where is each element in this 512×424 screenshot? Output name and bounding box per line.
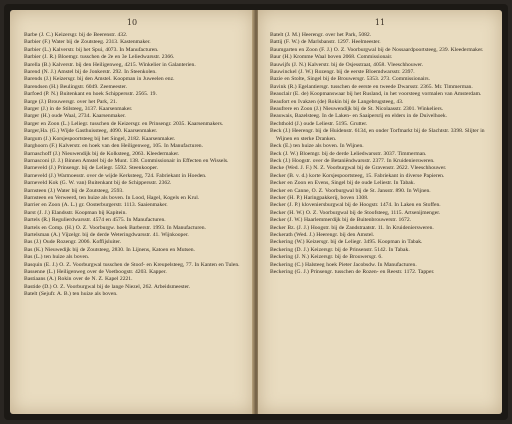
directory-entry: Bastide (D.) O. Z. Voorburgwal bij de lange Niezel, 262. Arbeidsmeester.: [24, 283, 191, 290]
directory-entry: Beckering (G. J.) Prinsengr. tusschen de Rozen- en Reestr. 1172. Tapper.: [270, 269, 435, 275]
directory-entry: Becker en Canne, O. Z. Voorburgwal bij de St. Jansstr. 890. In Wijnen.: [270, 187, 431, 194]
directory-entry: Barbe (J. C.) Keizersgr. bij de Beerenstr. 432.: [24, 32, 128, 38]
directory-entry: Barst (J. J.) Elandsstr. Koopman bij Kapitein.: [24, 209, 127, 216]
directory-entry: Barnsteen (J.) Water bij de Zoutsteeg, 2593.: [24, 187, 124, 194]
directory-entry: Becker (H. W.) O. Z. Voorburgwal bij de Stoofsteeg, 1115. Artsenijmenger.: [270, 209, 441, 216]
directory-entry: Beck (J. W.) Bloemgr. bij de derde Leliedwarsstr. 3037. Timmerman.: [270, 150, 427, 157]
directory-entry: Bas (K.) Nieuwedijk bij de Zoutsteeg, 2830. In Lijnens, Katoen en Mutsen.: [24, 246, 195, 253]
directory-entry: Barger en Zoon (L.) Leliegr. tusschen de Keizersgr. en Prinsengr. 2035. Kaarsenmakers.: [24, 120, 224, 127]
directory-entry: Barger (H.) oude Waal, 2734. Kaarsenmaker.: [24, 113, 126, 120]
directory-entry: Barbier (L.) Kalverstr. bij het Spui, 4073. In Manufacturen.: [24, 46, 159, 53]
directory-entry: Beaufrere en Zoon (J.) Nieuwendijk bij de St. Nicolaasstr. 2301. Winkeliers.: [270, 106, 444, 113]
directory-entry: Barge (J.) Brouwersgr. over het Park, 21.: [24, 98, 118, 105]
directory-entry: Becker Bz. (J. J.) Hoogstr. bij de Zandstraatstr. 11. In Kruideniersweren.: [270, 224, 434, 231]
directory-entry: Basquin (E. J.) O. Z. Voorburgwal tusschen de Stoof- en Kreupelsteeg, 77. In Kanten en Tulen.: [24, 261, 240, 268]
directory-entry: Becke (Wed. J. F.) N. Z. Voorburgwal bij de Gravenstr. 2622. Vleeschhouwer.: [270, 165, 447, 172]
directory-entry: Barneveld Kok (G. W. van) Buitenkant bij de Schippersstr. 2362.: [24, 180, 172, 187]
directory-entry: Becker (H. P.) Haringpakkerij, boven 1308.: [270, 194, 369, 201]
directory-entry: Bartelsman (A.) Vijzelgr. bij de derde Weteringdwarsstr. 41. Wijnkooper.: [24, 231, 189, 238]
directory-entry: Barger,Ha. (G.) Wijde Gasthuissteeg, 4090. Kaarsenmaker.: [24, 128, 158, 135]
directory-entry: Becker en Zoon en Evens, Singel bij de oude Leliestr. In Tabak.: [270, 180, 415, 187]
directory-entry: Beckerath (Wed. J.) Heerengr. bij den Amstel.: [270, 231, 375, 238]
directory-entry: Barend (N. J.) Amstel bij de Jonkerstr. 292. In Steenkolen.: [24, 69, 157, 76]
directory-entry: Barbier (F.) Water bij de Zoutsteeg. 2313. Kastenmaker.: [24, 39, 151, 46]
directory-entry: Beckering (W.) Keizersgr. bij de Leliegr. 3495. Koopman in Tabak.: [270, 239, 423, 246]
directory-entry: Barfoed (P. N.) Buitenkant en hoek Schippersstr. 2565. 19.: [24, 91, 157, 98]
directory-entry: Bas (J.) Oude Rozengr. 2006. Koffijsluiter.: [24, 239, 122, 246]
open-book: [4, 4, 508, 420]
directory-entry: Barnaschoff (J.) Nieuwendijk bij de Kolksteeg, 2063. Kleedermaker.: [24, 150, 180, 157]
directory-entry: Bargum (J.) Korsjespoortsteeg bij het Singel, 2182. Kaarsenmaker.: [24, 135, 176, 142]
page-number: 11: [374, 18, 386, 27]
directory-entry: Bartels (R.) Regulierdwarsstr. 4574 en 4575. In Manufacturen.: [24, 217, 166, 224]
directory-entry: Barends (J.) Keizersgr. bij den Amstel. Koopman in Juweelen enz.: [24, 76, 175, 83]
directory-entry: Beck (J.) Heerengr. bij de Huidenstr. 6134, en onder Torfmarkt bij de Slachtstr. 3398. Slijter in Wijnen en sterke Dranken.: [270, 128, 485, 142]
directory-entry: Barneveld (J.) Warmoesstr. over de wijde Kerksteeg, 724. Fabriekant in Hoeden.: [24, 172, 207, 179]
directory-entry: Batelt (Sejufr. A. B.) ten huize als boven.: [24, 291, 118, 298]
directory-entry: Baumgarten en Zoon (F. J.) O. Z. Voorburgwal bij de Nossaardpoortsteeg, 239. Kleedermaker.: [270, 46, 484, 53]
directory-entry: Becker (B. v. d.) korte Korsjespoortsteeg, 15. Fabriekant in diverse Papieren.: [270, 172, 445, 179]
directory-entry: Beauwais, Bazelsteeg. In de Laken- en Saaipersrij en elders in de Duivelhoek.: [270, 113, 448, 120]
directory-entry: Beck (J.) Hoogstr. over de Betaniëndwarsstr. 2377. In Kruideniersweren.: [270, 157, 435, 164]
page-number: 10: [126, 18, 138, 27]
directory-entry: Baur (H.) Kromme Waal boven 2068. Commissionair.: [270, 54, 393, 61]
directory-entry: Beauclair (E. de) Koopmanswaar bij het Rusland, in het voorsteeg vormalen van Amsterdam.: [270, 91, 482, 98]
directory-entry: Bazie en Stolte, Singel bij de Brouwersgr. 5353. 273. Commissionairs.: [270, 76, 430, 83]
directory-entry: Becker (J. W.) Haarlemmerdijk bij de Buitenbrouwerstr. 1672.: [270, 217, 412, 224]
directory-entry: Battij (F. W.) de Marlsbanstr. 1297. Heelmeester.: [270, 39, 381, 46]
directory-entry: Barnasconi (J. J.) Binnen Amstel bij de Munt. 138. Commissionair in Effecten en Wissels.: [24, 157, 229, 164]
directory-entry: Barger (J.) in de Stilsteeg, 3137. Kaarsenmaker.: [24, 106, 133, 113]
directory-entry: Barnsteen en Verweerd, ten huize als boven. In Lood, Hagel, Kogels en Krul.: [24, 194, 200, 201]
directory-entry: Batelt (J. M.) Heerengr. over het Park, 5082.: [270, 32, 372, 38]
directory-entry: Beck (E.) ten huize als boven. In Wijnen.: [270, 143, 364, 150]
directory-entry: Beckering (C.) Halsteeg hoek Pieter Jacobsdw. In Manufacturen.: [270, 261, 417, 268]
directory-entries: [270, 32, 490, 276]
directory-entry: Bas (L.) ten huize als boven.: [24, 254, 90, 261]
left-page: [10, 10, 254, 414]
directory-entry: Bavink (R.) Egelantiersgr. tusschen de eerste en tweede Dwarsstr. 2365. Mr. Timmerman.: [270, 83, 473, 90]
directory-entry: Bauwijfs (J. N.) Kalverstr. bij de Osjesstraat, 4058. Vleeschhouwer.: [270, 61, 424, 68]
directory-entries: [24, 32, 244, 299]
directory-entry: Bauwinckel (J. W.) Rozengr. bij de eerste Bloemdwarsstr. 2397.: [270, 69, 415, 76]
directory-entry: Bechthold (J.) oude Leliestr. 5195. Grutter.: [270, 120, 368, 127]
directory-entry: Barghoorn (F.) Kalverstr. en hoek van den Heiligenweg, 105. In Manufacturen.: [24, 143, 203, 150]
directory-entry: Barendsen (H.) Beulingstr. 6049. Zeemeester.: [24, 83, 128, 90]
directory-entry: Beckering (J. N.) Keizersgr. bij de Brouwersgr. 6.: [270, 254, 383, 261]
right-page: [258, 10, 502, 414]
directory-entry: Becker (J. P.) kloveniersburgwal bij de Hoogstr. 1474. In Laken en Stoffen.: [270, 202, 441, 209]
directory-entry: Beaufort en Ivakzen (de) Rokin bij de Langebrugsteeg, 43.: [270, 98, 404, 105]
directory-entry: Bassenne (L.) Heiligenweg over de Voetboogstr. 4203. Kapper.: [24, 269, 167, 275]
directory-entry: Beckering (D. J.) Keizersgr. bij de Prinsenstr. 5142. In Tabak.: [270, 246, 410, 253]
directory-entry: Bastiaans (A.) Rokin over de N. Z. Kapel 2221.: [24, 276, 133, 283]
directory-entry: Barella (B.) Kalverstr. bij den Heiligenweg, 4215. Winkelier in Galanterien.: [24, 61, 196, 68]
directory-entry: Bartels en Comp. (H.) O. Z. Voorburgw. hoek Barberstr. 1993. In Manufacturen.: [24, 224, 206, 231]
directory-entry: Barrier en Zoon (A. L.) gr. Oosterburgerstr. 1113. Saaienmaker.: [24, 202, 168, 209]
directory-entry: Barbier (J. R.) Bloemgr. tusschen de 2e en 3e Leliedwarsstr. 2366.: [24, 54, 175, 61]
directory-entry: Barneveld (J.) Prinsengr. bij de Leliegr. 5592. Steenkooper.: [24, 165, 159, 172]
